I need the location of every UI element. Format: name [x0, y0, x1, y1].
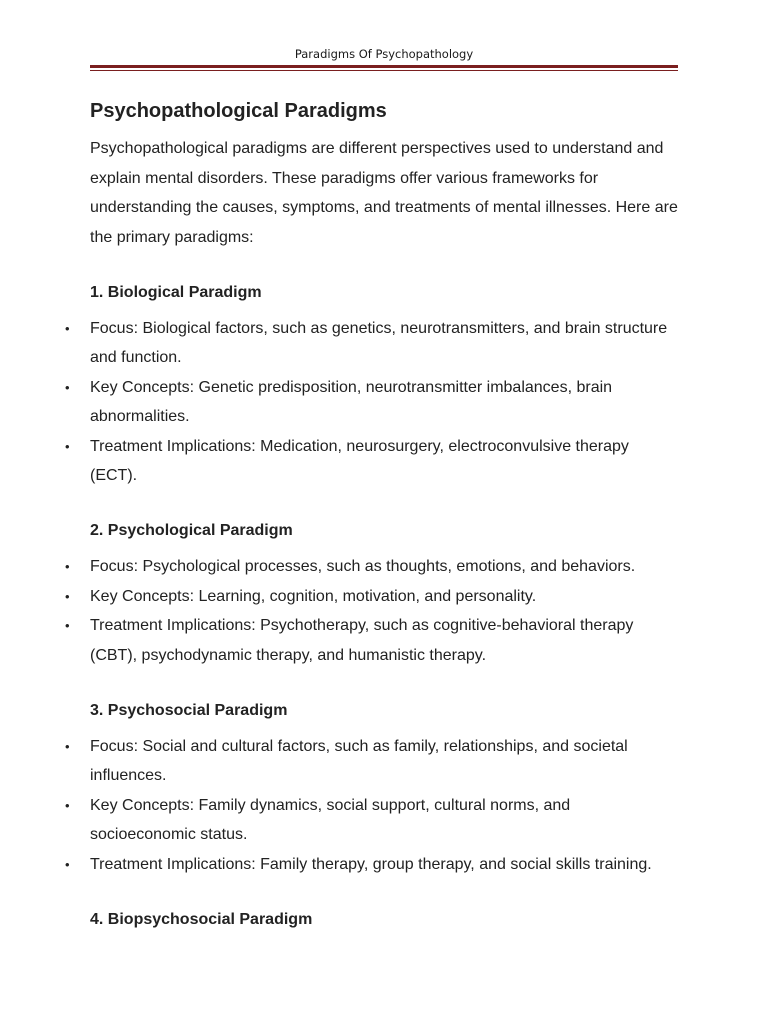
list-item	[65, 552, 680, 581]
bullet-list-psychological	[65, 552, 680, 670]
list-item	[65, 314, 680, 373]
bullet-list-psychosocial	[65, 732, 680, 879]
list-item	[65, 611, 680, 670]
header-rule-thin	[90, 70, 678, 71]
list-item	[65, 582, 680, 611]
document-title: Psychopathological Paradigms	[90, 100, 387, 122]
intro-paragraph: Psychopathological paradigms are different perspectives used to understand and explain mental disorders. These paradigms offer various frameworks for understanding the causes, symptoms, and treatments of mental illnesses. Here are the primary paradigms:	[90, 140, 678, 246]
list-item	[65, 791, 680, 850]
list-item-text: Focus: Social and cultural factors, such as family, relationships, and societal influences.	[90, 738, 628, 785]
bullet-icon: •	[65, 559, 70, 575]
bullet-icon: •	[65, 739, 70, 755]
section-heading-biological: 1. Biological Paradigm	[90, 284, 262, 301]
list-item	[65, 850, 680, 879]
list-item	[65, 432, 680, 491]
bullet-icon: •	[65, 379, 70, 395]
bullet-icon: •	[65, 797, 70, 813]
list-item-text: Treatment Implications: Family therapy, group therapy, and social skills training.	[90, 855, 652, 873]
bullet-icon: •	[65, 856, 70, 872]
list-item-text: Key Concepts: Learning, cognition, motivation, and personality.	[90, 587, 537, 605]
section-heading-biopsychosocial: 4. Biopsychosocial Paradigm	[90, 911, 313, 929]
section-heading-psychological: 2. Psychological Paradigm	[90, 522, 293, 540]
list-item-text: Treatment Implications: Medication, neurosurgery, electroconvulsive therapy (ECT).	[90, 437, 629, 485]
bullet-list-biological	[65, 314, 680, 490]
section-heading-psychosocial: 3. Psychosocial Paradigm	[90, 702, 288, 720]
list-item-text: Treatment Implications: Psychotherapy, such as cognitive-behavioral therapy (CBT), psychodynamic therapy, and humanistic therapy.	[90, 617, 634, 664]
bullet-icon: •	[65, 438, 70, 454]
bullet-icon: •	[65, 321, 70, 336]
bullet-icon: •	[65, 618, 70, 634]
bullet-icon: •	[65, 588, 70, 604]
list-item	[65, 732, 680, 791]
list-item-text: Key Concepts: Family dynamics, social support, cultural norms, and socioeconomic status.	[90, 796, 571, 844]
running-header: Paradigms Of Psychopathology	[294, 47, 474, 61]
list-item	[65, 373, 680, 432]
document-body	[65, 96, 680, 933]
list-item-text: Key Concepts: Genetic predisposition, neurotransmitter imbalances, brain abnormalities.	[90, 378, 613, 426]
list-item-text: Focus: Biological factors, such as genetics, neurotransmitters, and brain structure and function.	[90, 320, 668, 367]
header-rule-thick	[90, 65, 678, 68]
list-item-text: Focus: Psychological processes, such as thoughts, emotions, and behaviors.	[90, 558, 636, 576]
